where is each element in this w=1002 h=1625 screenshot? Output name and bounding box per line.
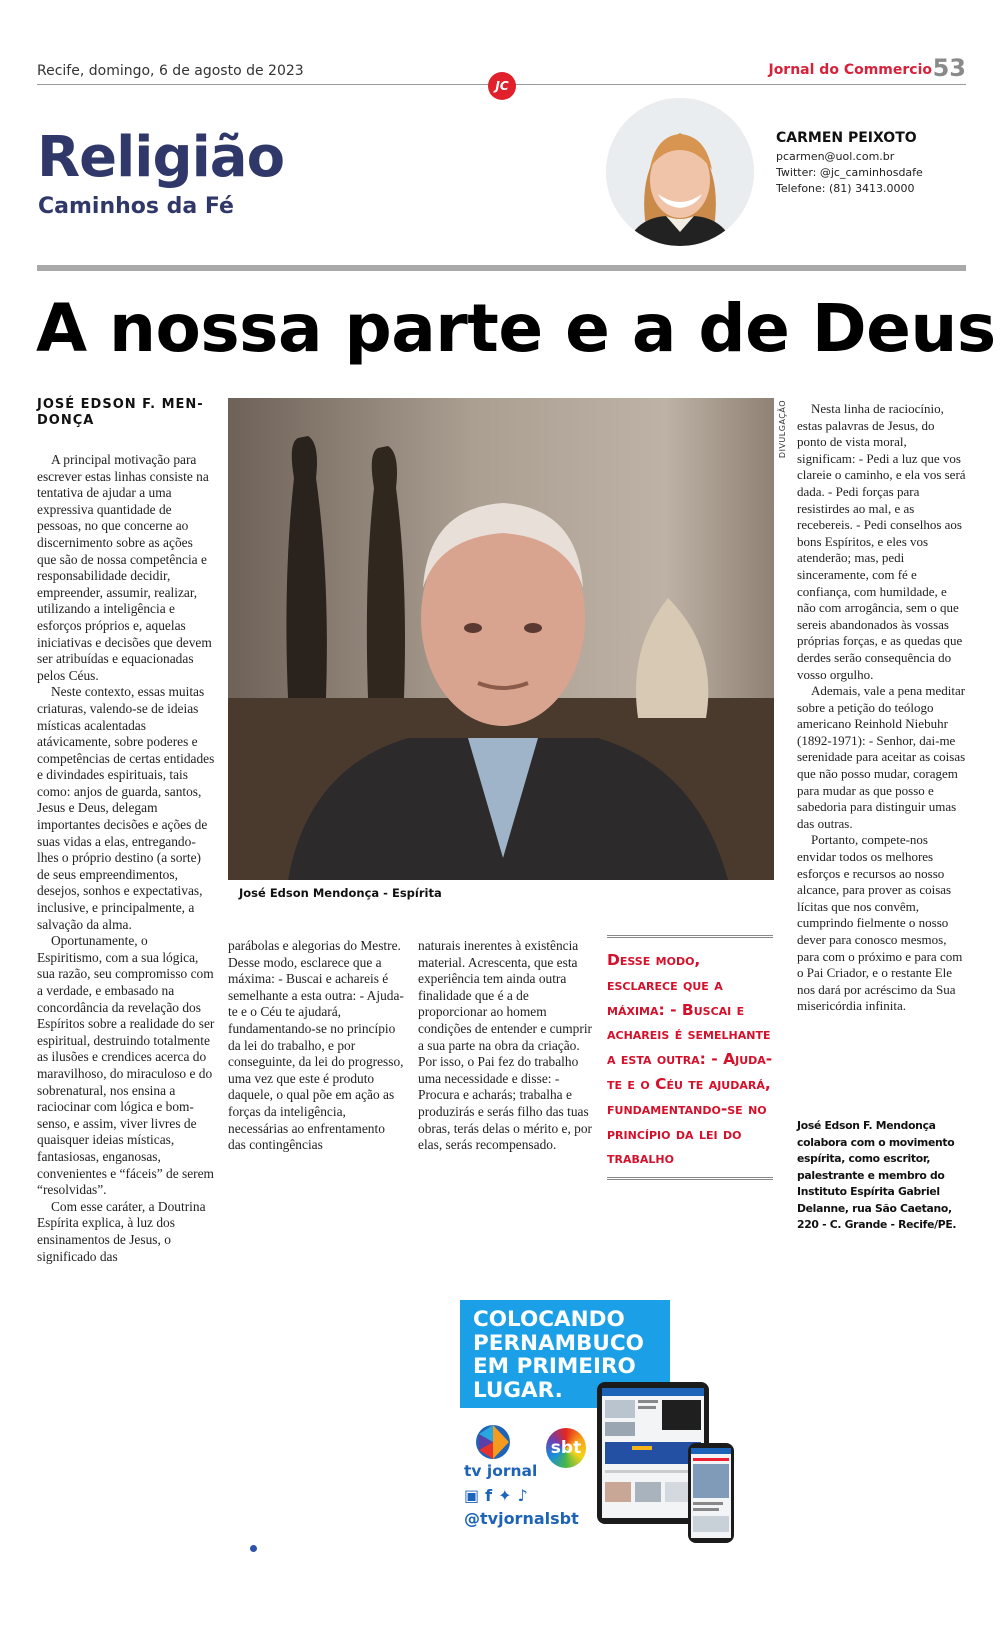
pull-quote-text: Desse modo, esclarece que a máxima: - Buscai e achareis é semelhante a esta outra: - Ajuda-te e o Céu te ajudará, fundamentando-se no princípio da lei do trabalho <box>607 951 773 1168</box>
page-marker-dot <box>250 1545 257 1552</box>
social-handle[interactable]: @tvjornalsbt <box>464 1509 579 1528</box>
article-author: JOSÉ EDSON F. MEN-DONÇA <box>37 397 204 428</box>
sbt-logo: sbt <box>546 1428 586 1468</box>
paragraph: Com esse caráter, a Doutrina Espírita explica, à luz dos ensinamentos de Jesus, o significado das <box>37 1198 206 1264</box>
page-number: 53 <box>932 54 966 82</box>
columnist-portrait-icon <box>606 98 754 246</box>
photo-credit: DIVULGAÇÃO <box>778 400 787 459</box>
article-column-3 <box>418 938 596 1154</box>
paragraph: Nesta linha de raciocínio, estas palavras de Jesus, do ponto de vista moral, significam: - Pedi a luz que vos clareie o caminho, e ela vos será dada. - Pedi forças para resistirdes ao mal, e as recebereis. - Pedi conselhos aos bons Espíritos, e eles vos atenderão; mas, pedi sinceramente, com fé e confiança, com humildade, e não com arrogância, sem o que sereis abandonados às vossas próprias forças, e as quedas que derdes serão consequência do vosso orgulho. <box>797 401 966 682</box>
paragraph: naturais inerentes à existência material. Acrescenta, que esta experiência tem ainda outra finalidade que é a de proporcionar ao homem condições de entender e cumprir a sua parte na obra da criação. Por isso, o Pai fez do trabalho uma necessidade e disse: - Procura e acharás; trabalha e produzirás e serás filho das tuas obras, terás delas o mérito e, por elas, serás recompensado. <box>418 938 593 1153</box>
paragraph: Oportunamente, o Espiritismo, com a sua lógica, sua razão, seu compromisso com a verdade, e embasado na concordância da revelação dos Espíritos sobre a realidade do ser espiritual, destruindo totalmente as ilusões e crendices acerca do maravilhoso, do miraculoso e do sobrenatural, nos ensina a raciocinar com lógica e bom-senso, e assim, viver livres de quaisquer ideias místicas, fantasiosas, enganosas, convenientes e “fáceis” de serem “resolvidas”. <box>37 933 215 1198</box>
columnist-twitter[interactable]: Twitter: @jc_caminhosdafe <box>776 166 923 179</box>
section-subtitle: Caminhos da Fé <box>38 194 234 219</box>
article-column-2 <box>228 938 406 1154</box>
paragraph: Portanto, compete-nos envidar todos os melhores esforços e recursos ao nosso alcance, para prover as coisas lícitas que nos convêm, cumprindo fielmente o nosso dever para conosco mesmos, para com o próximo e para com o Pai Criador, e o restante Ele nos dará por acréscimo da Sua misericórdia infinita. <box>797 832 963 1014</box>
ad-headline: COLOCANDO PERNAMBUCO EM PRIMEIRO LUGAR. <box>473 1307 644 1403</box>
article-column-4 <box>797 401 967 1015</box>
dateline: Recife, domingo, 6 de agosto de 2023 <box>37 63 304 79</box>
paragraph: Ademais, vale a pena meditar sobre a petição do teólogo americano Reinhold Niebuhr (1892-1971): - Senhor, dai-me serenidade para aceitar as coisas que não posso mudar, coragem para mudar as que posso e sabedoria para distinguir umas das outras. <box>797 683 966 831</box>
phone-screen <box>691 1448 731 1538</box>
section-divider <box>37 265 966 271</box>
paragraph: parábolas e alegorias do Mestre. Desse modo, esclarece que a máxima: - Buscai e achareis é semelhante a esta outra: - Ajuda-te e o Céu te ajudará, fundamentando-se no princípio da lei do trabalho, e por conseguinte, da lei do progresso, uma vez que este é produto daquele, o qual põe em ação as forças da inteligência, necessárias ao enfrentamento das contingências <box>228 938 404 1153</box>
columnist-phone: Telefone: (81) 3413.0000 <box>776 182 915 195</box>
tiktok-icon[interactable]: ♪ <box>517 1486 534 1505</box>
paragraph: Neste contexto, essas muitas criaturas, valendo-se de ideias místicas acalentadas atávicamente, sobre poderes e competências de certas entidades e divindades espirituais, tais como: anjos de guarda, santos, Jesus e Deus, delegam importantes decisões e ações de suas vidas a elas, entregando-lhes o próprio destino (a sorte) de seus empreendimentos, desejos, sonhos e expectativas, inclusive, e principalmente, a salvação da alma. <box>37 684 215 932</box>
facebook-icon[interactable]: f <box>485 1486 499 1505</box>
instagram-icon[interactable]: ▣ <box>464 1486 486 1505</box>
section-title: Religião <box>37 125 285 190</box>
article-column-1 <box>37 452 215 1265</box>
portrait-photo-icon <box>228 398 774 880</box>
jc-logo-badge: JC <box>488 72 516 100</box>
twitter-icon[interactable]: ✦ <box>498 1486 518 1505</box>
phone-mockup <box>688 1443 734 1543</box>
tv-jornal-label: tv jornal <box>464 1462 538 1480</box>
article-photo <box>228 398 774 880</box>
tv-jornal-logo-icon <box>469 1420 521 1462</box>
author-bio: José Edson F. Mendonça colabora com o movimento espírita, como escritor, palestrante e membro do Instituto Espírita Gabriel Delanne, rua São Caetano, 220 - C. Grande - Recife/PE. <box>797 1119 957 1231</box>
columnist-photo <box>606 98 754 246</box>
social-icons <box>464 1486 534 1505</box>
columnist-email[interactable]: pcarmen@uol.com.br <box>776 150 895 163</box>
newspaper-brand: Jornal do Commercio <box>768 62 932 78</box>
photo-caption: José Edson Mendonça - Espírita <box>239 886 442 900</box>
article-headline: A nossa parte e a de Deus <box>36 290 996 367</box>
columnist-name: CARMEN PEIXOTO <box>776 130 917 146</box>
paragraph: A principal motivação para escrever estas linhas consiste na tentativa de ajudar a uma expressiva quantidade de pessoas, no que concerne ao discernimento sobre as ações que são de nossa competência e responsabilidade decidir, empreender, assumir, realizar, utilizando a inteligência e esforços próprios e, aquelas iniciativas e decisões que devem ser atribuídas e equacionadas pelos Céus. <box>37 452 212 683</box>
pull-quote <box>607 935 773 1180</box>
